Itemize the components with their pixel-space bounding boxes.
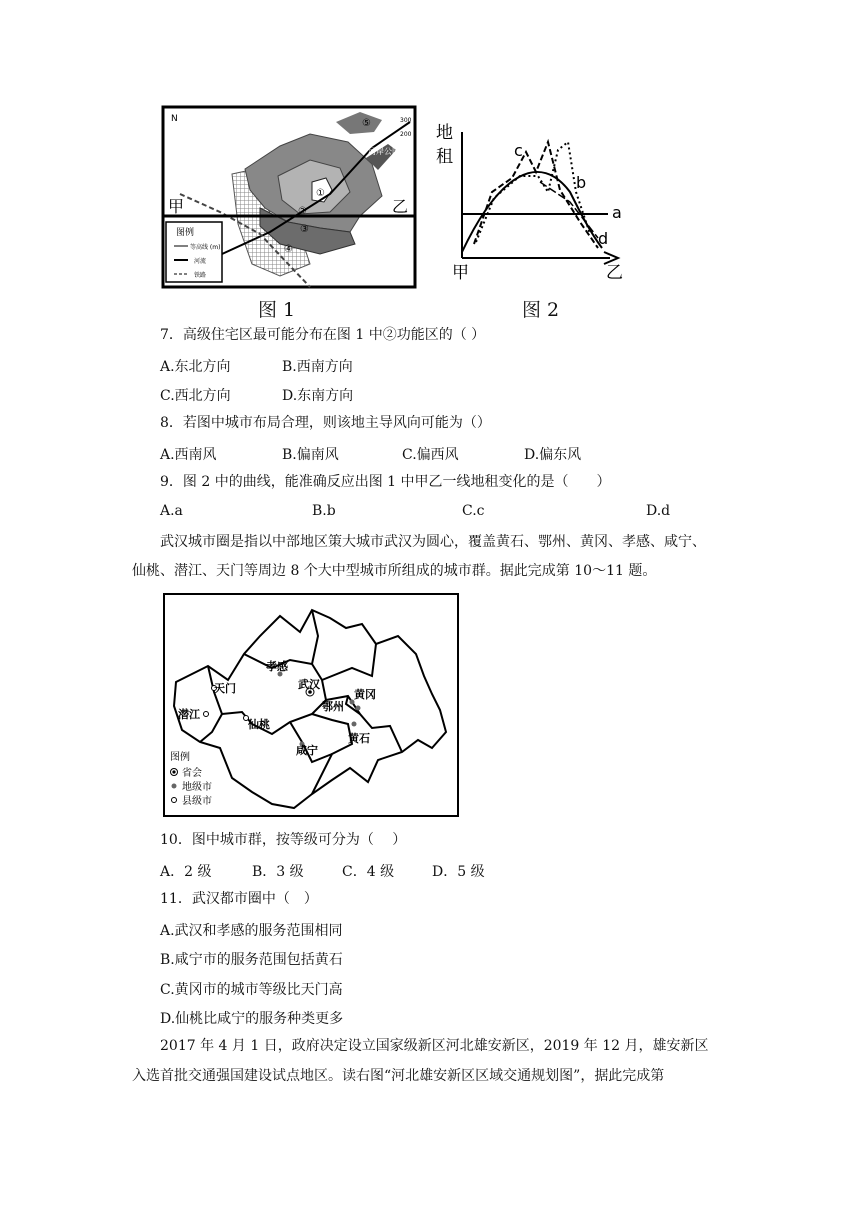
legend-capital: 省会 bbox=[182, 768, 202, 779]
q11-stem: 11．武汉都市圈中（ ） bbox=[160, 891, 318, 907]
q11-option-a: A.武汉和孝感的服务范围相同 bbox=[160, 923, 343, 939]
curve-d-label: d bbox=[598, 229, 609, 248]
q7-option-b: B.西南方向 bbox=[282, 359, 353, 375]
fig2-x-start: 甲 bbox=[452, 263, 469, 283]
contour-300: 300 bbox=[400, 117, 412, 124]
contour-200: 200 bbox=[400, 131, 412, 138]
q9-option-d: D.d bbox=[646, 503, 671, 519]
legend-county: 县级市 bbox=[182, 796, 212, 807]
q9-option-a: A.a bbox=[160, 503, 183, 519]
curve-c bbox=[474, 142, 598, 248]
map-legend-title: 图例 bbox=[170, 752, 190, 763]
q11-option-d: D.仙桃比咸宁的服务种类更多 bbox=[160, 1011, 344, 1027]
wuhan-city-circle-map bbox=[162, 592, 460, 818]
q10-option-d: D．5 级 bbox=[432, 864, 485, 880]
fig1-legend-title: 图例 bbox=[176, 228, 195, 238]
legend-prefecture: 地级市 bbox=[182, 782, 212, 793]
legend-rail: 铁路 bbox=[194, 272, 207, 279]
city-huanggang: 黄冈 bbox=[354, 688, 376, 701]
zone4-label: ④ bbox=[284, 244, 293, 255]
legend-contour: 等高线 (m) bbox=[190, 244, 221, 251]
q9-stem: 9．图 2 中的曲线，能准确反应出图 1 中甲乙一线地租变化的是（ ） bbox=[160, 474, 611, 490]
q11-option-b: B.咸宁市的服务范围包括黄石 bbox=[160, 952, 343, 968]
legend-river: 河流 bbox=[194, 258, 207, 265]
passage2-line2: 入选首批交通强国建设试点地区。读右图“河北雄安新区区域交通规划图”，据此完成第 bbox=[132, 1068, 665, 1084]
q10-option-b: B．3 级 bbox=[252, 864, 304, 880]
figure1-caption: 图 1 bbox=[258, 299, 296, 321]
q8-stem: 8．若图中城市布局合理，则该地主导风向可能为（） bbox=[160, 415, 491, 431]
city-xiaogan: 孝感 bbox=[266, 660, 288, 673]
city-xiantao: 仙桃 bbox=[248, 718, 270, 731]
q8-option-c: C.偏西风 bbox=[402, 447, 459, 463]
figure2-caption: 图 2 bbox=[522, 299, 560, 321]
fig1-yi-label: 乙 bbox=[392, 197, 409, 216]
q7-stem: 7．高级住宅区最可能分布在图 1 中②功能区的（ ） bbox=[160, 327, 486, 343]
q7-option-a: A.东北方向 bbox=[160, 359, 231, 375]
q8-option-d: D.偏东风 bbox=[524, 447, 582, 463]
fig2-y-label-2: 租 bbox=[436, 147, 453, 167]
zone3-label: ③ bbox=[300, 224, 309, 235]
q10-stem: 10．图中城市群，按等级可分为（ ） bbox=[160, 832, 407, 848]
fig1-jia-label: 甲 bbox=[168, 197, 185, 216]
city-qianjiang: 潜江 bbox=[178, 708, 200, 721]
q7-option-d: D.东南方向 bbox=[282, 388, 354, 404]
curve-b-label: b bbox=[576, 173, 587, 192]
park-label: 河岸公园 bbox=[368, 147, 400, 156]
north-label: N bbox=[171, 114, 178, 124]
city-huangshi: 黄石 bbox=[348, 732, 370, 745]
figure1-map bbox=[160, 104, 418, 290]
zone1-label: ① bbox=[316, 188, 325, 199]
figure2-rent-chart bbox=[430, 112, 630, 290]
city-xianning: 咸宁 bbox=[296, 744, 318, 757]
q10-option-a: A．2 级 bbox=[160, 864, 212, 880]
q7-option-c: C.西北方向 bbox=[160, 388, 231, 404]
q10-option-c: C．4 级 bbox=[342, 864, 395, 880]
city-ezhou: 鄂州 bbox=[322, 700, 344, 713]
q8-option-b: B.偏南风 bbox=[282, 447, 339, 463]
fig2-x-end: 乙 bbox=[606, 263, 623, 283]
curve-c-label: c bbox=[514, 141, 523, 160]
passage1-line1: 武汉城市圈是指以中部地区策大城市武汉为圆心，覆盖黄石、鄂州、黄冈、孝感、咸宁、 bbox=[160, 534, 706, 550]
city-wuhan: 武汉 bbox=[298, 678, 320, 691]
q11-option-c: C.黄冈市的城市等级比天门高 bbox=[160, 982, 343, 998]
q8-option-a: A.西南风 bbox=[160, 447, 217, 463]
q9-option-b: B.b bbox=[312, 503, 336, 519]
zone5-label: ⑤ bbox=[362, 118, 371, 129]
passage2-line1: 2017 年 4 月 1 日，政府决定设立国家级新区河北雄安新区，2019 年 12 月，雄安新区 bbox=[160, 1038, 709, 1054]
fig2-y-label-1: 地 bbox=[436, 123, 453, 143]
q9-option-c: C.c bbox=[462, 503, 485, 519]
city-tianmen: 天门 bbox=[214, 682, 236, 695]
curve-a-label: a bbox=[612, 203, 622, 222]
zone2-label: ② bbox=[298, 206, 307, 217]
passage1-line2: 仙桃、潜江、天门等周边 8 个大中型城市所组成的城市群。据此完成第 10～11 题。 bbox=[132, 563, 657, 579]
